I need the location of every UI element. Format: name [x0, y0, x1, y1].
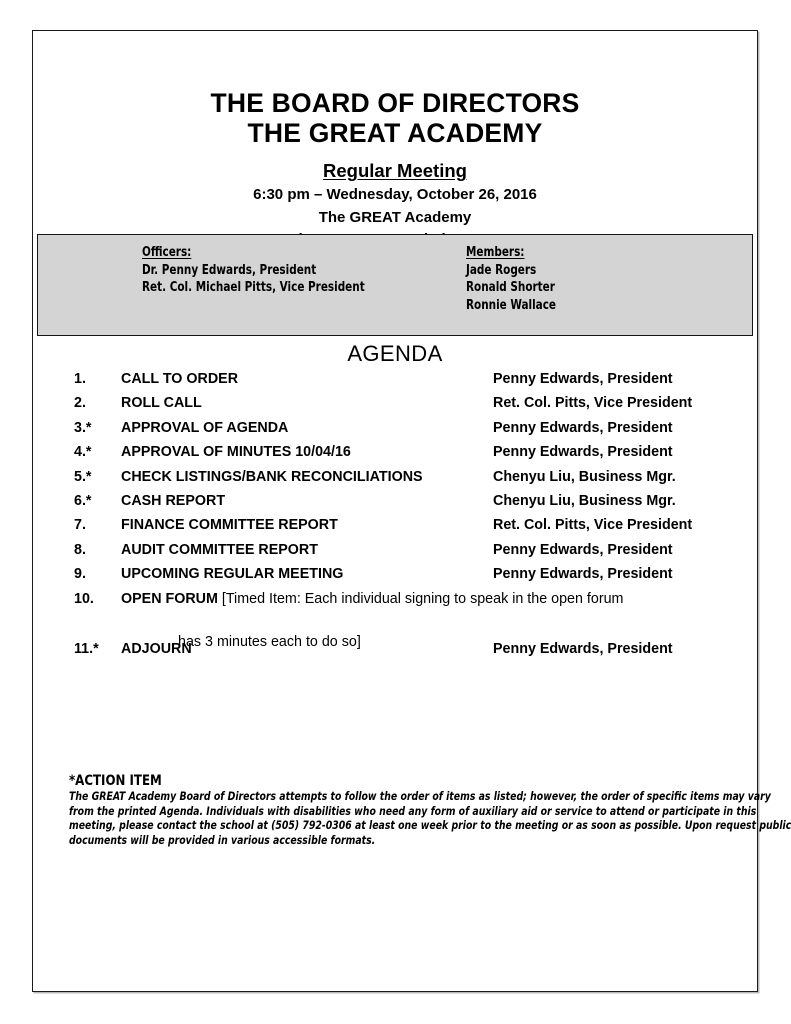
agenda-item-number: 1.	[74, 371, 86, 387]
agenda-item	[33, 395, 757, 419]
agenda-item	[33, 420, 757, 444]
officers-members-box	[37, 234, 753, 336]
agenda-item-title: ROLL CALL	[121, 395, 202, 412]
meeting-datetime: 6:30 pm – Wednesday, October 26, 2016	[253, 186, 537, 203]
officers-heading: Officers:	[142, 245, 192, 260]
agenda-item-title: CASH REPORT	[121, 492, 226, 509]
agenda-item	[33, 517, 757, 541]
open-forum-note-continued: has 3 minutes each to do so]	[178, 634, 361, 650]
agenda-item	[33, 542, 757, 566]
agenda-item-title: UPCOMING REGULAR MEETING	[121, 566, 344, 583]
agenda-item	[33, 371, 757, 395]
officer-name: Dr. Penny Edwards, President	[142, 262, 317, 278]
meeting-type-heading: Regular Meeting	[323, 160, 467, 181]
member-name: Ronnie Wallace	[466, 297, 556, 313]
page-title-line-1: THE BOARD OF DIRECTORS	[210, 88, 580, 118]
open-forum-note: [Timed Item: Each individual signing to speak in the open forum	[217, 590, 624, 607]
agenda-item-owner: Penny Edwards, President	[493, 444, 673, 461]
meeting-venue-name: The GREAT Academy	[318, 208, 472, 226]
agenda-item-title: AUDIT COMMITTEE REPORT	[121, 541, 318, 558]
agenda-item-number: 11.*	[74, 640, 99, 657]
agenda-item-title: ADJOURN	[121, 640, 192, 657]
agenda-item-owner: Penny Edwards, President	[493, 640, 673, 657]
page-title-line-2: THE GREAT ACADEMY	[247, 118, 543, 148]
open-forum-label: OPEN FORUM	[121, 590, 218, 607]
member-name: Jade Rogers	[466, 262, 537, 278]
agenda-item-number: 4.*	[74, 444, 92, 461]
agenda-item	[33, 444, 757, 468]
agenda-list	[33, 371, 757, 665]
agenda-item-title: FINANCE COMMITTEE REPORT	[121, 517, 338, 534]
document-page	[32, 30, 791, 992]
agenda-item	[33, 641, 757, 665]
agenda-item	[33, 469, 757, 493]
agenda-item-number: 5.*	[74, 468, 92, 485]
agenda-item-number: 3.*	[74, 419, 92, 436]
agenda-item-title	[121, 591, 623, 607]
agenda-item-open-forum	[33, 591, 757, 615]
footnote-disclaimer-text: The GREAT Academy Board of Directors attempts to follow the order of items as listed; however, the order of specific items may vary from the printed Agenda. Individuals with disabilities who need any form of auxiliary aid or service to attend or participate in this meeting, please contact the school at (505) 792-0306 at least one week prior to the meeting or as soon as possible. Upon request public documents will be provided in various accessible formats.	[69, 789, 791, 847]
agenda-item-owner: Penny Edwards, President	[493, 566, 673, 583]
agenda-item-title: APPROVAL OF AGENDA	[121, 419, 289, 436]
footnote-block	[69, 772, 791, 847]
agenda-item-owner: Chenyu Liu, Business Mgr.	[493, 492, 676, 509]
agenda-item-owner: Penny Edwards, President	[493, 371, 673, 387]
agenda-item-owner: Ret. Col. Pitts, Vice President	[493, 395, 693, 412]
agenda-item	[33, 566, 757, 590]
agenda-item-number: 2.	[74, 395, 86, 412]
agenda-item-number: 10.	[74, 590, 94, 607]
agenda-item	[33, 493, 757, 517]
agenda-item-title: CALL TO ORDER	[121, 371, 239, 387]
agenda-item-owner: Chenyu Liu, Business Mgr.	[493, 468, 676, 485]
agenda-item-number: 7.	[74, 517, 86, 534]
agenda-item-owner: Penny Edwards, President	[493, 541, 673, 558]
action-item-label: *ACTION ITEM	[69, 772, 162, 789]
agenda-heading: AGENDA	[347, 341, 443, 366]
agenda-item-owner: Ret. Col. Pitts, Vice President	[493, 517, 693, 534]
agenda-item-title: CHECK LISTINGS/BANK RECONCILIATIONS	[121, 468, 423, 485]
document-header	[33, 88, 757, 250]
agenda-item-number: 9.	[74, 566, 86, 583]
agenda-item-number: 8.	[74, 541, 86, 558]
agenda-item-number: 6.*	[74, 492, 92, 509]
agenda-item-owner: Penny Edwards, President	[493, 419, 673, 436]
agenda-item-title: APPROVAL OF MINUTES 10/04/16	[121, 444, 351, 461]
officer-name: Ret. Col. Michael Pitts, Vice President	[142, 280, 365, 295]
member-name: Ronald Shorter	[466, 280, 555, 295]
members-column	[466, 244, 568, 314]
members-heading: Members:	[466, 245, 525, 260]
officers-column	[142, 244, 395, 297]
